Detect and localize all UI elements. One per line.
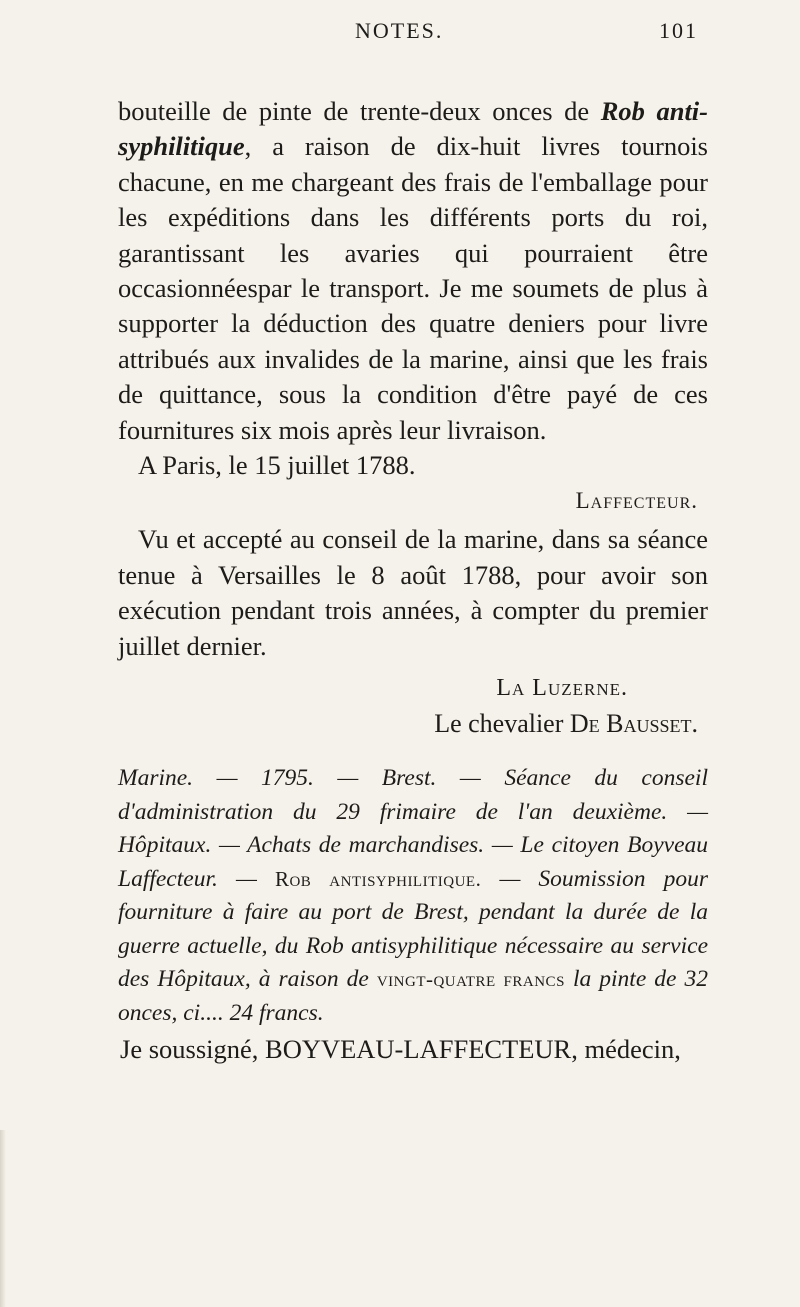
running-title: NOTES.	[355, 18, 444, 43]
page-number: 101	[659, 18, 698, 43]
text-block	[118, 94, 708, 1068]
signature3-prefix: Le chevalier	[434, 709, 570, 739]
archive-note-part3: la pinte de 32 onces, ci.... 24 francs.	[118, 966, 708, 1026]
paragraph-acceptance: Vu et accepté au conseil de la marine, dans sa séance tenue à Versailles le 8 août 1788, pour avoir son exécution pendant trois années, à compter du premier juillet dernier.	[118, 524, 708, 661]
paragraph1-end: , a raison de dix-huit livres tournois chacune, en me chargeant des frais de l'emballage pour les expéditions dans les différents ports du roi, garantissant les avaries qui pourraient être occasionnéespar le transport. Je me soumets de plus à supporter la déduction des quatre deniers pour livre attribués aux invalides de la marine, ainsi que les frais de quittance, sous la condition d'être payé de ces fournitures six mois après leur livraison.	[118, 131, 708, 445]
archive-note-smallcaps1: Rob antisyphilitique.	[274, 866, 482, 891]
paragraph-supply-terms	[118, 94, 708, 448]
final-line: Je soussigné, BOYVEAU-LAFFECTEUR, médecin,	[120, 1034, 681, 1065]
running-head	[120, 18, 700, 48]
page-edge-shadow	[0, 1130, 6, 1307]
archive-note-part1: Marine. — 1795. — Brest. — Séance du conseil d'administration du 29 frimaire de l'an deuxième. — Hôpitaux. — Achats de marchandises. — Le citoyen Boyveau Laffecteur. —	[118, 765, 708, 892]
paragraph1-start: bouteille de pinte de trente-deux onces de	[118, 96, 601, 126]
dateline: A Paris, le 15 juillet 1788.	[138, 450, 416, 481]
remedy-name: Rob anti-syphilitique	[118, 96, 708, 162]
archive-note-smallcaps2: vingt-quatre francs	[376, 967, 565, 992]
signature-laffecteur: Laffecteur.	[575, 488, 698, 514]
signature-la-luzerne: La Luzerne.	[496, 675, 628, 702]
signature3-name: De Bausset.	[569, 709, 698, 739]
archive-note	[118, 762, 708, 1030]
archive-note-part2: — Soumission pour fourniture à faire au port de Brest, pendant la durée de la guerre actuelle, du Rob antisyphilitique nécessaire au service des Hôpitaux, à raison de	[118, 865, 708, 993]
signature-de-bausset	[118, 706, 708, 742]
